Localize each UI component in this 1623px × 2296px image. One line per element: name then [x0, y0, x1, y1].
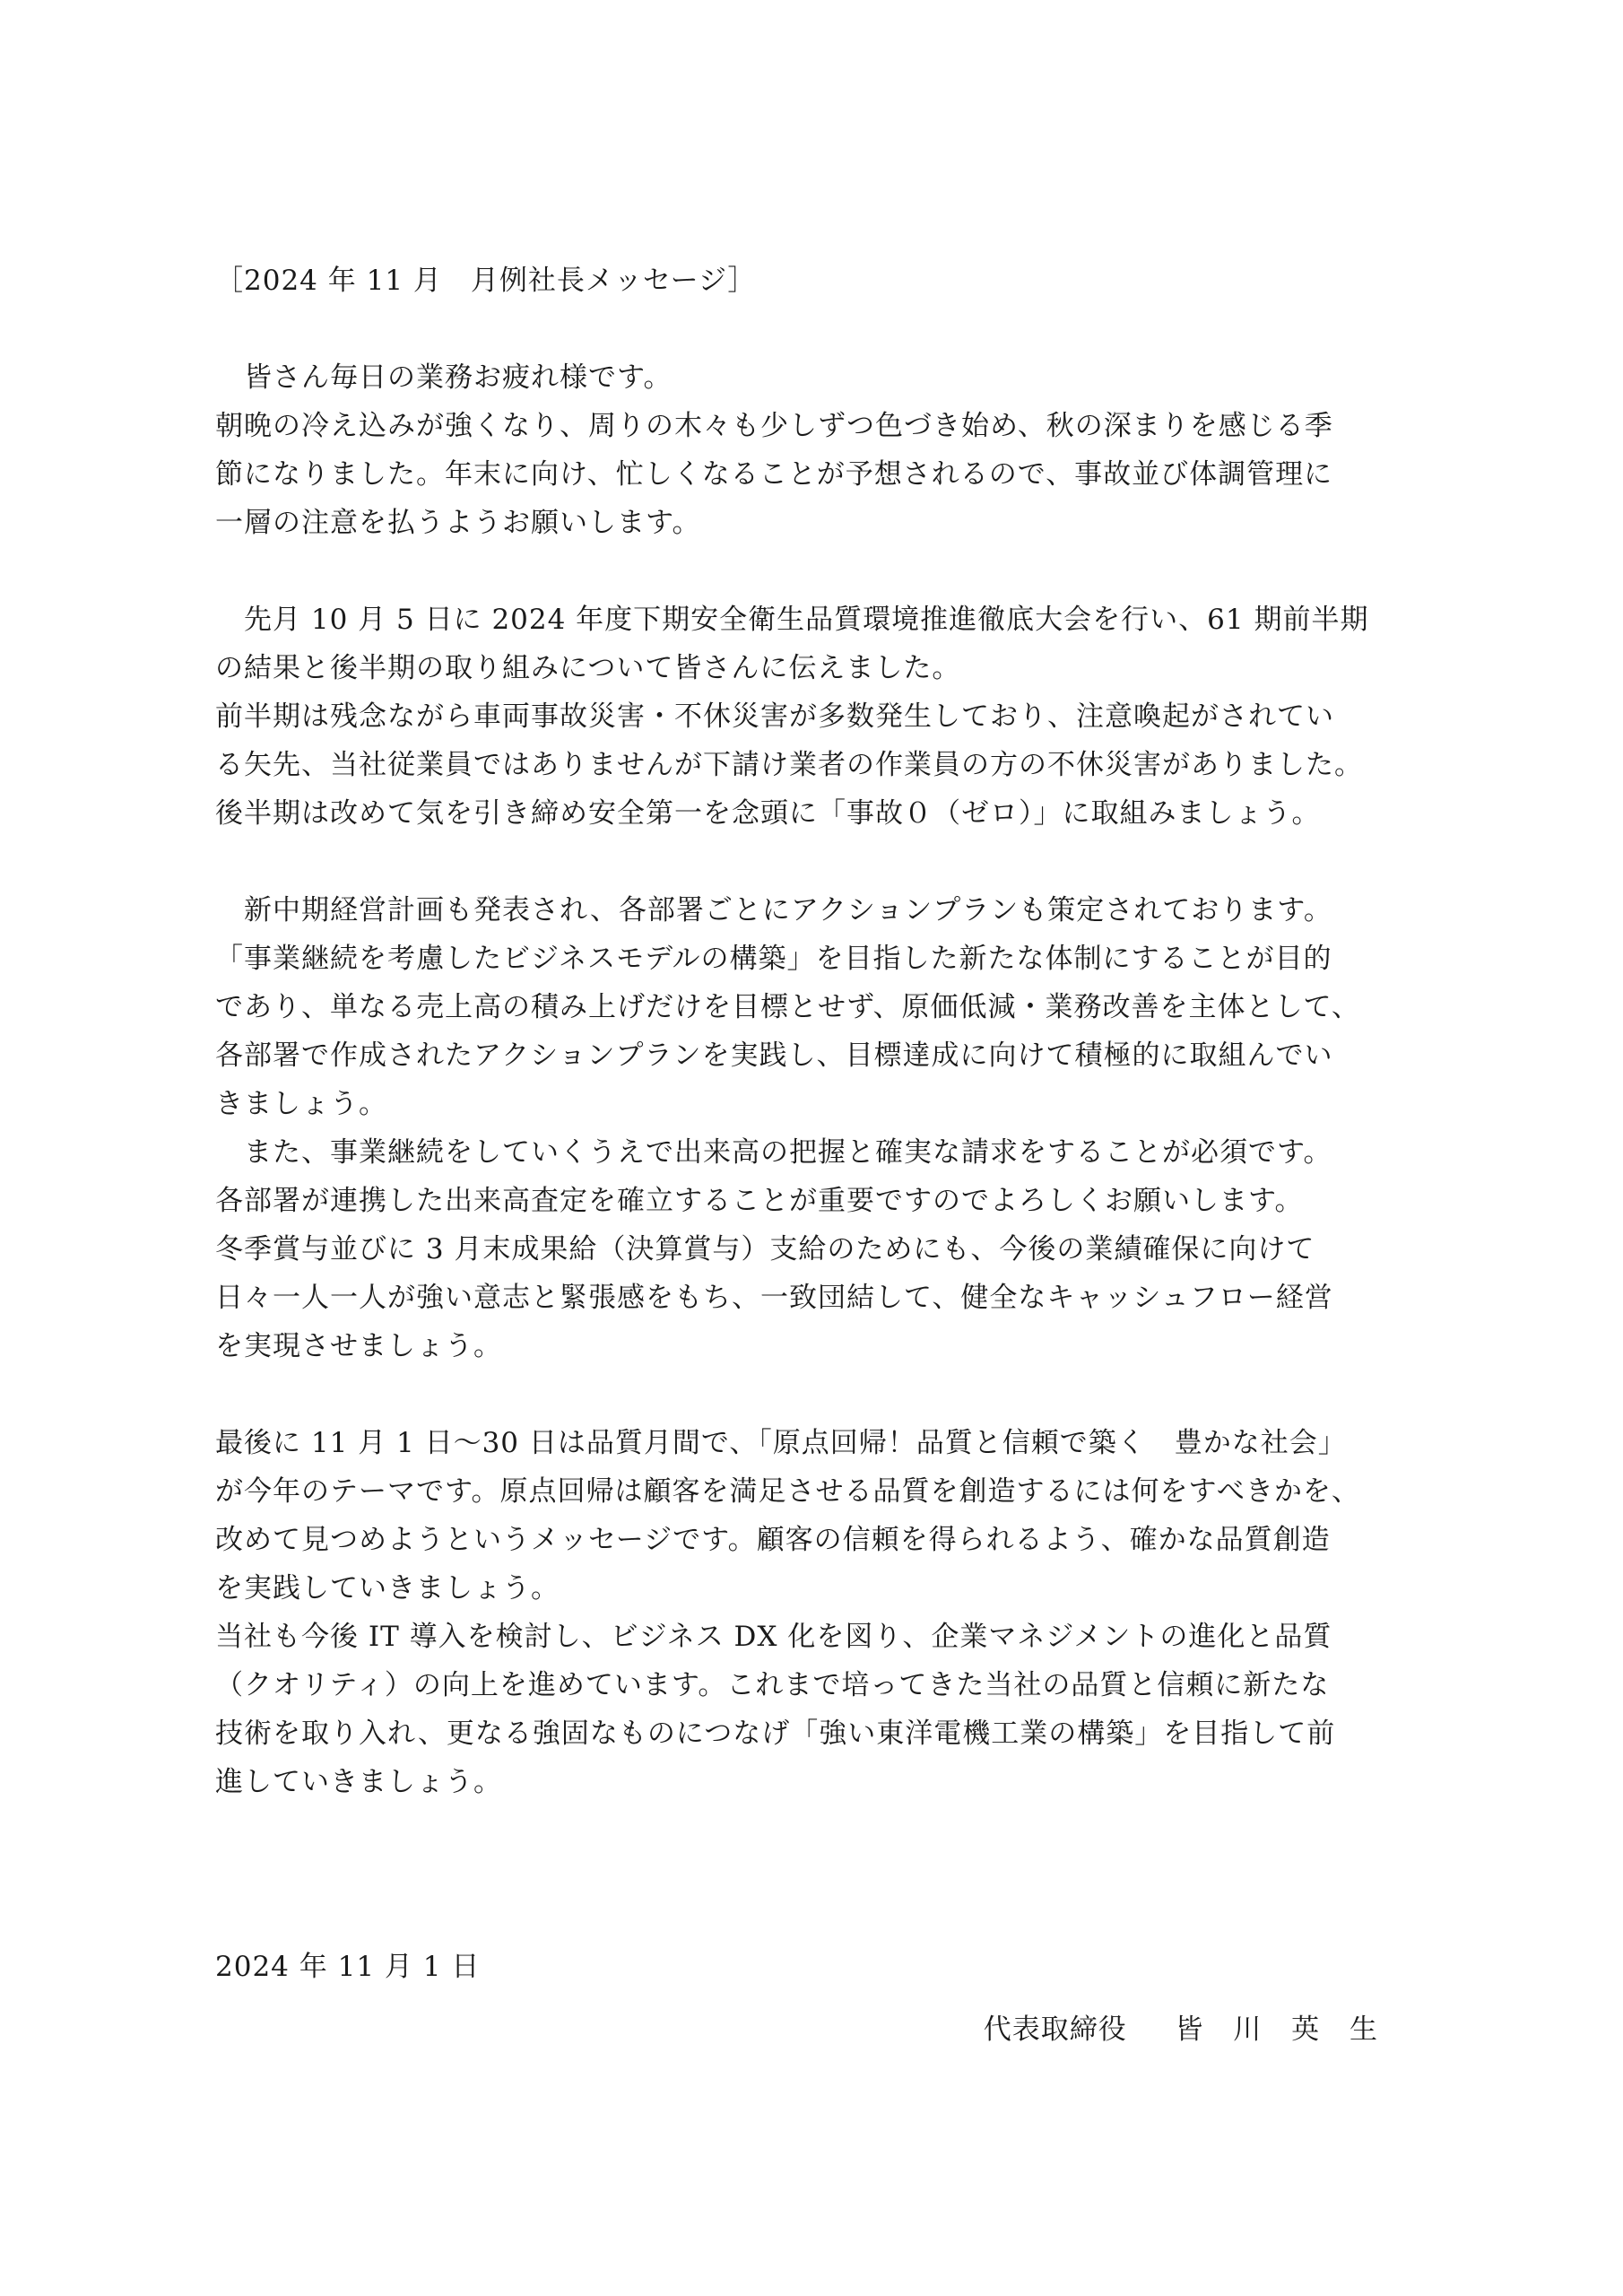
text-line: 節になりました。年末に向け、忙しくなることが予想されるので、事故並び体調管理に: [215, 458, 1333, 491]
text-line: 後半期は改めて気を引き締め安全第一を念頭に「事故０（ゼロ）」に取組みましょう。: [215, 797, 1321, 830]
text-line: る矢先、当社従業員ではありませんが下請け業者の作業員の方の不休災害がありました。: [215, 749, 1363, 781]
paragraph-business-plan: [215, 886, 1408, 1370]
text-line: 一層の注意を払うようお願いします。: [215, 507, 701, 539]
paragraph-quality-month: [215, 1419, 1408, 1806]
text-line: また、事業継続をしていくうえで出来高の把握と確実な請求をすることが必須です。: [215, 1136, 1332, 1169]
signature-name: 皆 川 英 生: [1175, 2013, 1388, 2046]
text-line: きましょう。: [215, 1088, 387, 1120]
text-line: 「事業継続を考慮したビジネスモデルの構築」を目指した新たな体制にすることが目的: [215, 943, 1332, 975]
text-line: であり、単なる売上高の積み上げだけを目標とせず、原価低減・業務改善を主体として、: [215, 991, 1360, 1023]
text-line: 前半期は残念ながら車両事故災害・不休災害が多数発生しており、注意喚起がされてい: [215, 700, 1334, 733]
text-line: 先月 10 月 5 日に 2024 年度下期安全衛生品質環境推進徹底大会を行い、61 期前半期: [215, 604, 1369, 636]
letter-date: 2024 年 11 月 1 日: [215, 1951, 481, 1983]
letter-title: ［2024 年 11 月 月例社長メッセージ］: [215, 265, 757, 297]
paragraph-gap: [215, 1370, 1408, 1419]
text-line: （クオリティ）の向上を進めています。これまで培ってきた当社の品質と信頼に新たな: [215, 1669, 1330, 1701]
text-line: の結果と後半期の取り組みについて皆さんに伝えました。: [215, 652, 961, 684]
text-line: 各部署が連携した出来高査定を確立することが重要ですのでよろしくお願いします。: [215, 1185, 1304, 1217]
text-line: 改めて見つめようというメッセージです。顧客の信頼を得られるよう、確かな品質創造: [215, 1524, 1331, 1556]
signature-block: [984, 2005, 1388, 2054]
paragraph-gap: [215, 838, 1408, 886]
text-line: 技術を取り入れ、更なる強固なものにつなげ「強い東洋電機工業の構築」を目指して前: [215, 1718, 1336, 1750]
text-line: 冬季賞与並びに 3 月末成果給（決算賞与）支給のためにも、今後の業績確保に向けて: [215, 1233, 1315, 1265]
text-line: 皆さん毎日の業務お疲れ様です。: [215, 361, 673, 394]
text-line: 日々一人一人が強い意志と緊張感をもち、一致団結して、健全なキャッシュフロー経営: [215, 1282, 1333, 1314]
text-line: 最後に 11 月 1 日～30 日は品質月間で、「原点回帰！品質と信頼で築く 豊かな社会」: [215, 1427, 1347, 1459]
text-line: を実現させましょう。: [215, 1330, 502, 1362]
paragraph-greeting: [215, 353, 1408, 547]
paragraph-gap: [215, 547, 1408, 596]
signature-role: 代表取締役: [983, 2013, 1127, 2046]
text-line: が今年のテーマです。原点回帰は顧客を満足させる品質を創造するには何をすべきかを、: [215, 1475, 1360, 1508]
text-line: を実践していきましょう。: [215, 1572, 560, 1605]
text-line: 各部署で作成されたアクションプランを実践し、目標達成に向けて積極的に取組んでい: [215, 1039, 1333, 1072]
paragraph-safety: [215, 596, 1408, 838]
text-line: 当社も今後 IT 導入を検討し、ビジネス DX 化を図り、企業マネジメントの進化と品質: [215, 1621, 1332, 1653]
text-line: 新中期経営計画も発表され、各部署ごとにアクションプランも策定されております。: [215, 894, 1332, 926]
letter-body: [215, 257, 1408, 1806]
text-line: 進していきましょう。: [215, 1766, 502, 1798]
text-line: 朝晩の冷え込みが強くなり、周りの木々も少しずつ色づき始め、秋の深まりを感じる季: [215, 410, 1333, 442]
